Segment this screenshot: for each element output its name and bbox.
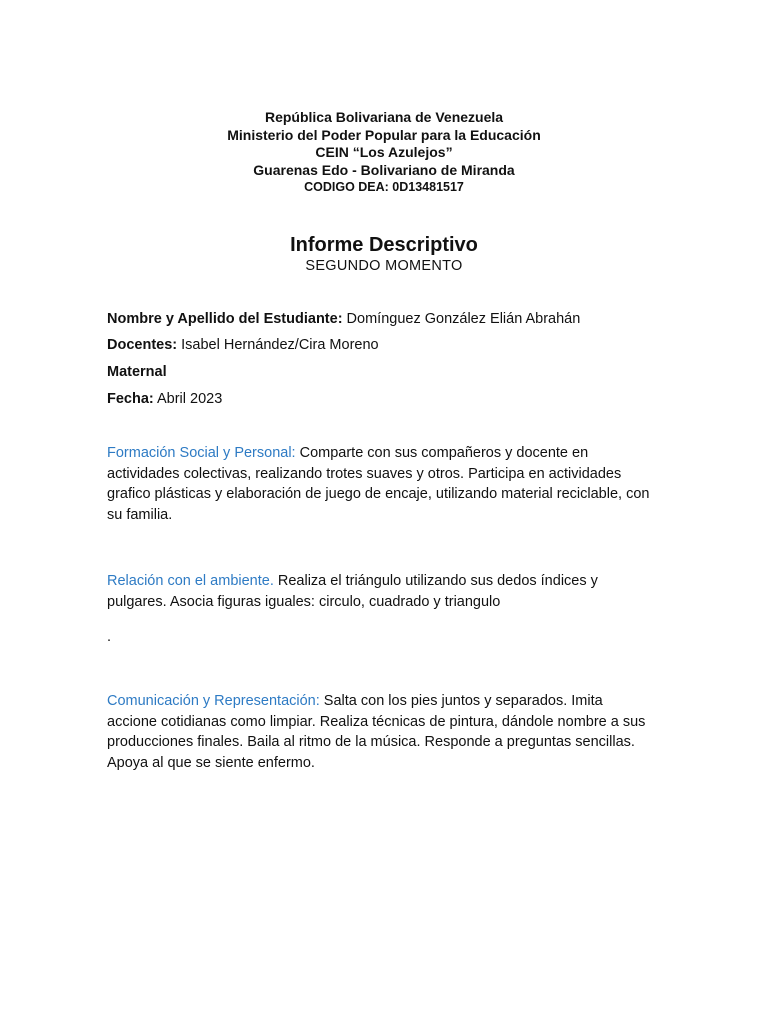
header-dea-code: CODIGO DEA: 0D13481517	[304, 180, 464, 194]
institution-header	[0, 109, 768, 196]
section-environment-text: Realiza el triángulo utilizando sus dedos índices y pulgares. Asocia figuras iguales: circulo, cuadrado y triangulo	[107, 573, 598, 610]
header-ministry: Ministerio del Poder Popular para la Educación	[227, 126, 541, 143]
student-name-value: Domínguez González Elián Abrahán	[342, 311, 581, 327]
header-school: CEIN “Los Azulejos”	[315, 144, 453, 160]
report-title-block	[0, 233, 768, 275]
level-value: Maternal	[107, 364, 167, 380]
section-environment	[107, 571, 652, 612]
section-social-personal-label: Formación Social y Personal:	[107, 445, 296, 461]
section-environment-label: Relación con el ambiente.	[107, 573, 274, 589]
teachers-label: Docentes:	[107, 337, 178, 353]
teachers-value: Isabel Hernández/Cira Moreno	[177, 337, 379, 353]
report-title: Informe Descriptivo	[290, 234, 478, 256]
date-label: Fecha:	[107, 391, 154, 407]
date-value: Abril 2023	[153, 391, 223, 407]
section-communication-text: Salta con los pies juntos y separados. Imita accione cotidianas como limpiar. Realiza técnicas de pintura, dándole nombre a sus producciones finales. Baila al ritmo de la música. Responde a preguntas sencillas. Apoya al que se siente enfermo.	[107, 693, 646, 771]
student-name-label: Nombre y Apellido del Estudiante:	[107, 311, 343, 327]
section-social-personal-text: Comparte con sus compañeros y docente en actividades colectivas, realizando trotes suaves y otros. Participa en actividades grafico plásticas y elaboración de juego de encaje, utilizando material reciclable, con su familia.	[107, 445, 650, 523]
section-communication	[107, 691, 652, 773]
header-republic: República Bolivariana de Venezuela	[264, 109, 504, 125]
teachers-line	[107, 336, 667, 354]
report-subtitle: SEGUNDO MOMENTO	[305, 258, 463, 274]
header-location: Guarenas Edo - Bolivariano de Miranda	[253, 161, 515, 178]
section-social-personal	[107, 443, 652, 525]
student-name-line	[107, 310, 667, 328]
separator-dot: .	[107, 629, 112, 645]
section-communication-label: Comunicación y Representación:	[107, 693, 320, 709]
date-line	[107, 390, 667, 408]
level-line	[107, 363, 667, 381]
